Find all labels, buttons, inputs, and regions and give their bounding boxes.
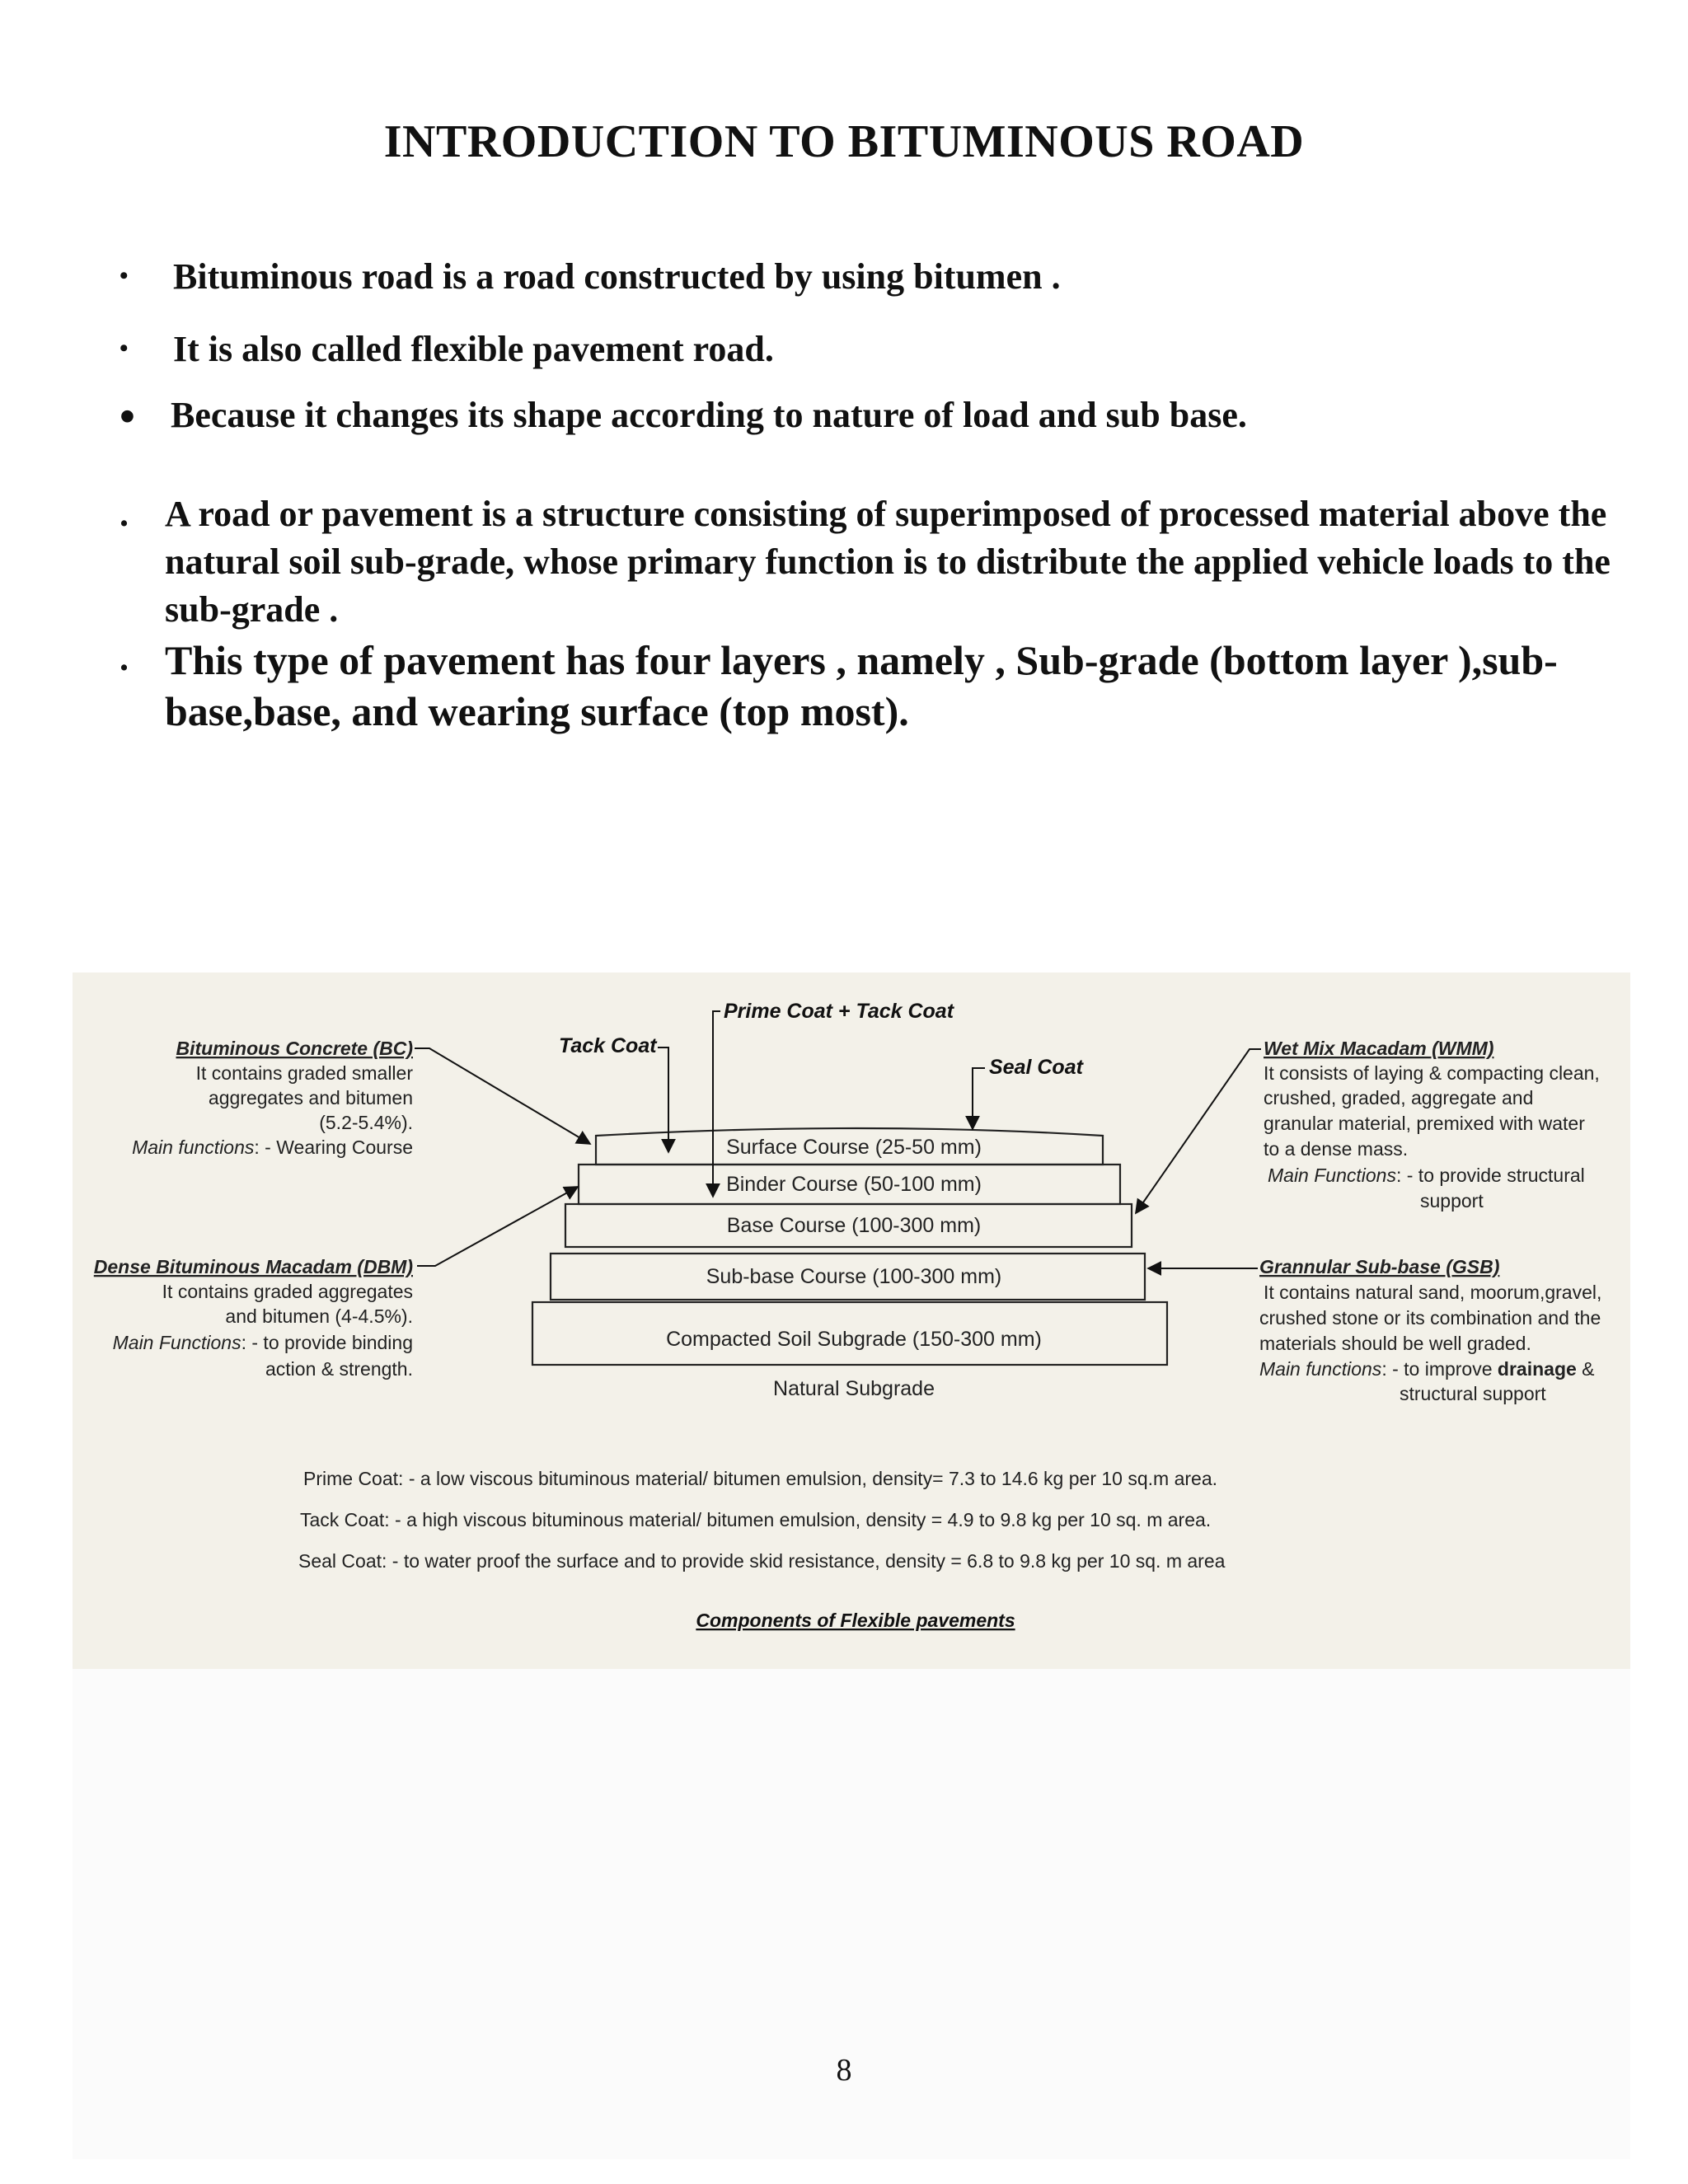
tack-coat-label: Tack Coat xyxy=(559,1034,657,1057)
paragraph-dot: . xyxy=(120,494,129,534)
bc-title: Bituminous Concrete (BC) xyxy=(176,1038,413,1059)
natural-subgrade-label: Natural Subgrade xyxy=(773,1377,935,1400)
bc-function: Main functions: - Wearing Course xyxy=(132,1137,413,1158)
dbm-function: Main Functions: - to provide binding xyxy=(112,1332,413,1353)
wmm-title: Wet Mix Macadam (WMM) xyxy=(1264,1038,1494,1059)
dbm-function-line2: action & strength. xyxy=(265,1358,413,1380)
paragraph-text: A road or pavement is a structure consisting of superimposed of processed material above the natural soil sub-grade, whose primary function is to distribute the applied vehicle loads to the sub-grade . xyxy=(165,494,1611,630)
prime-tack-coat-label: Prime Coat + Tack Coat xyxy=(724,1000,954,1023)
base-course-label: Base Course (100-300 mm) xyxy=(726,1214,982,1237)
note-seal-coat: Seal Coat: - to water proof the surface and to provide skid resistance, density = 6.8 to 9.8 kg per 10 sq. m area xyxy=(298,1550,1226,1572)
paragraph-item xyxy=(120,490,1653,634)
gsb-line: materials should be well graded. xyxy=(1259,1333,1531,1354)
wmm-function-line2: support xyxy=(1420,1190,1484,1212)
gsb-line: It contains natural sand, moorum,gravel, xyxy=(1264,1282,1602,1303)
bullet-text: It is also called flexible pavement road. xyxy=(173,329,774,369)
wmm-line: It consists of laying & compacting clean, xyxy=(1264,1062,1600,1084)
note-tack-coat: Tack Coat: - a high viscous bituminous material/ bitumen emulsion, density = 4.9 to 9.8 kg per 10 sq. m area. xyxy=(300,1509,1212,1530)
gsb-function: Main functions: - to improve drainage & xyxy=(1259,1358,1595,1380)
wmm-line: to a dense mass. xyxy=(1264,1138,1409,1160)
page-title: INTRODUCTION TO BITUMINOUS ROAD xyxy=(383,116,1305,167)
dbm-title: Dense Bituminous Macadam (DBM) xyxy=(93,1256,413,1277)
binder-course-label: Binder Course (50-100 mm) xyxy=(726,1173,982,1196)
wmm-line: granular material, premixed with water xyxy=(1264,1113,1585,1134)
diagram-caption: Components of Flexible pavements xyxy=(696,1610,1015,1631)
paragraph-text: This type of pavement has four layers , namely , Sub-grade (bottom layer ),sub-base,base, and wearing surface (top most). xyxy=(165,637,1558,734)
seal-coat-label: Seal Coat xyxy=(989,1056,1083,1079)
paragraph-dot: . xyxy=(120,638,129,678)
bc-line: aggregates and bitumen xyxy=(208,1087,413,1108)
bullet-dot-icon: • xyxy=(120,335,129,362)
bullet-text: Because it changes its shape according to nature of load and sub base. xyxy=(171,395,1247,435)
gsb-title: Grannular Sub-base (GSB) xyxy=(1259,1256,1500,1277)
gsb-line: crushed stone or its combination and the xyxy=(1259,1307,1601,1329)
dbm-line: It contains graded aggregates xyxy=(162,1281,413,1302)
bc-line: It contains graded smaller xyxy=(195,1062,413,1084)
gsb-function-line2: structural support xyxy=(1400,1383,1546,1404)
bullet-text: Bituminous road is a road constructed by using bitumen . xyxy=(173,256,1061,297)
bc-line: (5.2-5.4%). xyxy=(319,1112,413,1133)
wmm-line: crushed, graded, aggregate and xyxy=(1264,1087,1534,1108)
bullet-dot-icon: • xyxy=(120,262,129,289)
surface-course-label: Surface Course (25-50 mm) xyxy=(726,1136,982,1159)
note-prime-coat: Prime Coat: - a low viscous bituminous material/ bitumen emulsion, density= 7.3 to 14.6 kg per 10 sq.m area. xyxy=(303,1468,1217,1489)
dbm-line: and bitumen (4-4.5%). xyxy=(225,1305,413,1327)
sub-base-course-label: Sub-base Course (100-300 mm) xyxy=(706,1265,1002,1288)
pavement-diagram xyxy=(73,972,1630,1669)
page-number: 8 xyxy=(836,2053,852,2088)
compacted-subgrade-label: Compacted Soil Subgrade (150-300 mm) xyxy=(666,1328,1042,1351)
wmm-function: Main Functions: - to provide structural xyxy=(1268,1165,1585,1186)
bullet-dot-icon: • xyxy=(120,391,135,441)
paragraph-item xyxy=(120,635,1653,737)
